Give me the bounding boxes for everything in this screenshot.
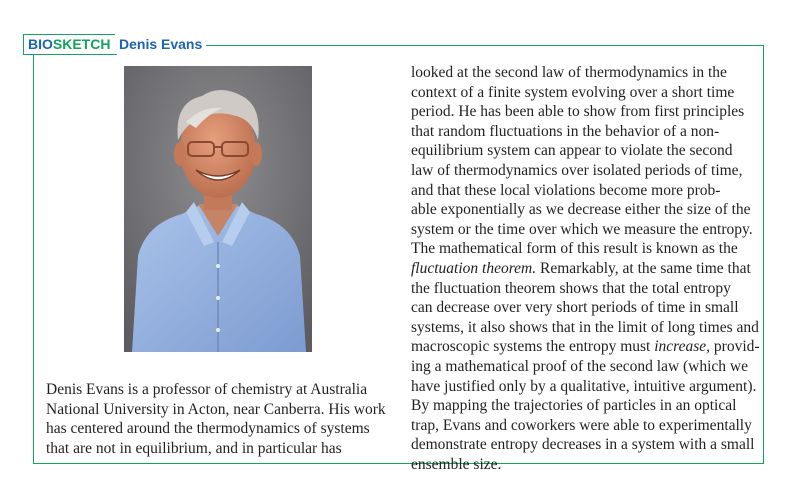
bio-left-column	[46, 380, 386, 458]
right-line: By mapping the trajectories of particles in an optical	[411, 397, 737, 415]
left-line-2: National University in Acton, near Canberra. His work	[46, 400, 386, 418]
right-line-increase	[411, 337, 761, 357]
right-line-fluctuation	[411, 259, 761, 279]
tag-sketch-text: SKETCH	[52, 36, 111, 52]
right-line: the fluctuation theorem shows that the total entropy	[411, 279, 731, 297]
right-line: trap, Evans and coworkers were able to experimentally	[411, 416, 752, 434]
right-line: have justified only by a qualitative, intuitive argument).	[411, 377, 757, 395]
bio-right-column	[411, 63, 761, 474]
increase-line-pre: macroscopic systems the entropy must	[411, 338, 655, 356]
right-line: ensemble size.	[411, 455, 502, 473]
right-line: able exponentially as we decrease either the size of the	[411, 201, 751, 219]
right-line: The mathematical form of this result is known as the	[411, 240, 738, 258]
fluctuation-theorem-term: fluctuation theorem.	[411, 259, 537, 277]
increase-term: increase,	[654, 338, 711, 356]
right-line: context of a finite system evolving over a short time	[411, 83, 735, 101]
left-line-1: Denis Evans is a professor of chemistry at Australia	[46, 381, 368, 398]
tag-bio-text: BIO	[28, 36, 53, 52]
right-line: ing a mathematical proof of the second law (which we	[411, 357, 749, 375]
fluctuation-line-rest: Remarkably, at the same time that	[536, 259, 751, 277]
biosketch-tag	[23, 34, 117, 55]
left-line-3: has centered around the thermodynamics of systems	[46, 420, 370, 438]
right-line: law of thermodynamics over isolated periods of time,	[411, 161, 743, 179]
left-line-4: that are not in equilibrium, and in particular has	[46, 439, 342, 457]
right-line: looked at the second law of thermodynamics in the	[411, 64, 727, 81]
increase-line-post: provid-	[710, 338, 760, 356]
right-line: can decrease over very short periods of time in small	[411, 299, 739, 317]
biosketch-name: Denis Evans	[115, 34, 206, 54]
right-line: that random fluctuations in the behavior of a non-	[411, 122, 720, 140]
right-line: demonstrate entropy decreases in a system with a small	[411, 436, 755, 454]
portrait-photo	[124, 66, 312, 352]
right-line: equilibrium system can appear to violate the second	[411, 142, 733, 160]
right-line: period. He has been able to show from first principles	[411, 103, 745, 121]
right-line: system or the time over which we measure the entropy.	[411, 220, 753, 238]
right-line: systems, it also shows that in the limit of long times and	[411, 318, 759, 336]
right-line: and that these local violations become more prob-	[411, 181, 721, 199]
